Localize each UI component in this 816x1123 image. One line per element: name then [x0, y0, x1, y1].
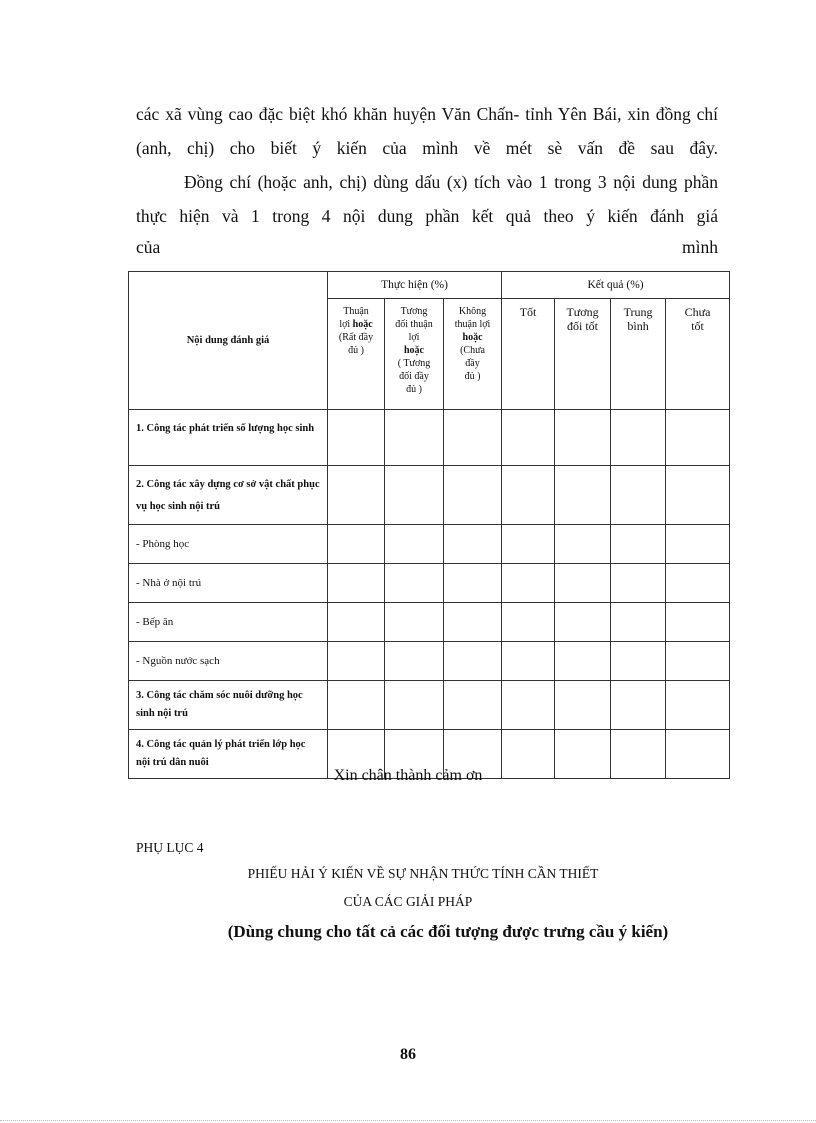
answer-cell[interactable] [666, 525, 730, 564]
answer-cell[interactable] [611, 642, 666, 681]
answer-cell[interactable] [444, 642, 502, 681]
answer-cell[interactable] [502, 564, 555, 603]
answer-cell[interactable] [666, 410, 730, 466]
appendix-title-line-2: CỦA CÁC GIẢI PHÁP [343, 894, 473, 909]
table-row [129, 466, 730, 525]
row-label: 2. Công tác xây dựng cơ sở vật chất phục vụ học sinh nội trú [129, 466, 328, 525]
answer-cell[interactable] [444, 681, 502, 730]
execution-group-header: Thực hiện (%) [328, 272, 502, 299]
answer-cell[interactable] [444, 410, 502, 466]
row-label: - Nguồn nước sạch [129, 642, 328, 681]
result-col-relatively-good: Tương đối tốt [555, 299, 611, 410]
answer-cell[interactable] [328, 466, 385, 525]
answer-cell[interactable] [444, 466, 502, 525]
answer-cell[interactable] [555, 525, 611, 564]
row-label: - Bếp ăn [129, 603, 328, 642]
answer-cell[interactable] [502, 525, 555, 564]
table-row [129, 410, 730, 466]
result-col-average: Trung bình [611, 299, 666, 410]
answer-cell[interactable] [328, 525, 385, 564]
criteria-header: Nội dung đánh giá [129, 272, 328, 410]
evaluation-table [128, 271, 730, 779]
row-label: - Phòng học [129, 525, 328, 564]
answer-cell[interactable] [502, 642, 555, 681]
result-col-good: Tốt [502, 299, 555, 410]
answer-cell[interactable] [328, 642, 385, 681]
table-row [129, 603, 730, 642]
answer-cell[interactable] [555, 642, 611, 681]
execution-col-favorable: Thuận lợi hoặc (Rất đầy đủ ) [328, 299, 385, 410]
row-label: - Nhà ở nội trú [129, 564, 328, 603]
result-col-not-good: Chưa tốt [666, 299, 730, 410]
answer-cell[interactable] [555, 681, 611, 730]
table-row [129, 642, 730, 681]
page-bottom-divider [0, 1120, 816, 1121]
table-row [129, 681, 730, 730]
row-label: 4. Công tác quản lý phát triển lớp học nội trú dân nuôi [129, 730, 328, 779]
answer-cell[interactable] [444, 564, 502, 603]
answer-cell[interactable] [555, 603, 611, 642]
answer-cell[interactable] [385, 410, 444, 466]
answer-cell[interactable] [611, 603, 666, 642]
answer-cell[interactable] [328, 410, 385, 466]
thanks-line: Xin chân thành cảm ơn [333, 767, 483, 784]
answer-cell[interactable] [502, 681, 555, 730]
answer-cell[interactable] [666, 564, 730, 603]
answer-cell[interactable] [385, 525, 444, 564]
answer-cell[interactable] [611, 681, 666, 730]
answer-cell[interactable] [611, 410, 666, 466]
answer-cell[interactable] [385, 466, 444, 525]
answer-cell[interactable] [385, 603, 444, 642]
intro-paragraph-2-last-line [136, 233, 718, 261]
answer-cell[interactable] [328, 681, 385, 730]
last-line-right: mình [682, 237, 718, 257]
answer-cell[interactable] [555, 410, 611, 466]
answer-cell[interactable] [666, 642, 730, 681]
answer-cell[interactable] [502, 603, 555, 642]
appendix-subtitle: (Dùng chung cho tất cả các đối tượng được trưng cầu ý kiến) [227, 922, 669, 941]
answer-cell[interactable] [444, 603, 502, 642]
intro-paragraph-2: Đồng chí (hoặc anh, chị) dùng dấu (x) tích vào 1 trong 3 nội dung phần thực hiện và 1 trong 4 nội dung phần kết quả theo ý kiến đánh giá [136, 172, 718, 226]
last-line-left: của [136, 237, 161, 257]
answer-cell[interactable] [666, 466, 730, 525]
table-row [129, 564, 730, 603]
answer-cell[interactable] [385, 642, 444, 681]
answer-cell[interactable] [444, 525, 502, 564]
answer-cell[interactable] [611, 466, 666, 525]
answer-cell[interactable] [555, 564, 611, 603]
appendix-title-line-1: PHIẾU HẢI Ý KIẾN VỀ SỰ NHẬN THỨC TÍNH CẦN THIẾT [247, 866, 599, 881]
answer-cell[interactable] [555, 466, 611, 525]
answer-cell[interactable] [666, 603, 730, 642]
row-label: 3. Công tác chăm sóc nuôi dưỡng học sinh nội trú [129, 681, 328, 730]
answer-cell[interactable] [328, 603, 385, 642]
page-number: 86 [400, 1046, 416, 1063]
answer-cell[interactable] [611, 564, 666, 603]
table-row [129, 525, 730, 564]
answer-cell[interactable] [666, 681, 730, 730]
execution-col-relatively-favorable: Tương đối thuận lợi hoặc ( Tương đối đầy đủ ) [385, 299, 444, 410]
answer-cell[interactable] [385, 564, 444, 603]
answer-cell[interactable] [502, 410, 555, 466]
answer-cell[interactable] [328, 564, 385, 603]
answer-cell[interactable] [385, 681, 444, 730]
appendix-label: PHỤ LỤC 4 [136, 840, 204, 855]
answer-cell[interactable] [502, 466, 555, 525]
execution-col-unfavorable: Không thuận lợi hoặc (Chưa đầy đủ ) [444, 299, 502, 410]
row-label: 1. Công tác phát triển số lượng học sinh [129, 410, 328, 466]
answer-cell[interactable] [611, 525, 666, 564]
result-group-header: Kết quả (%) [502, 272, 730, 299]
intro-paragraph-1: các xã vùng cao đặc biệt khó khăn huyện Văn Chấn- tỉnh Yên Bái, xin đồng chí (anh, chị) cho biết ý kiến của mình về mét sè vấn đề sau đây. [136, 104, 718, 158]
